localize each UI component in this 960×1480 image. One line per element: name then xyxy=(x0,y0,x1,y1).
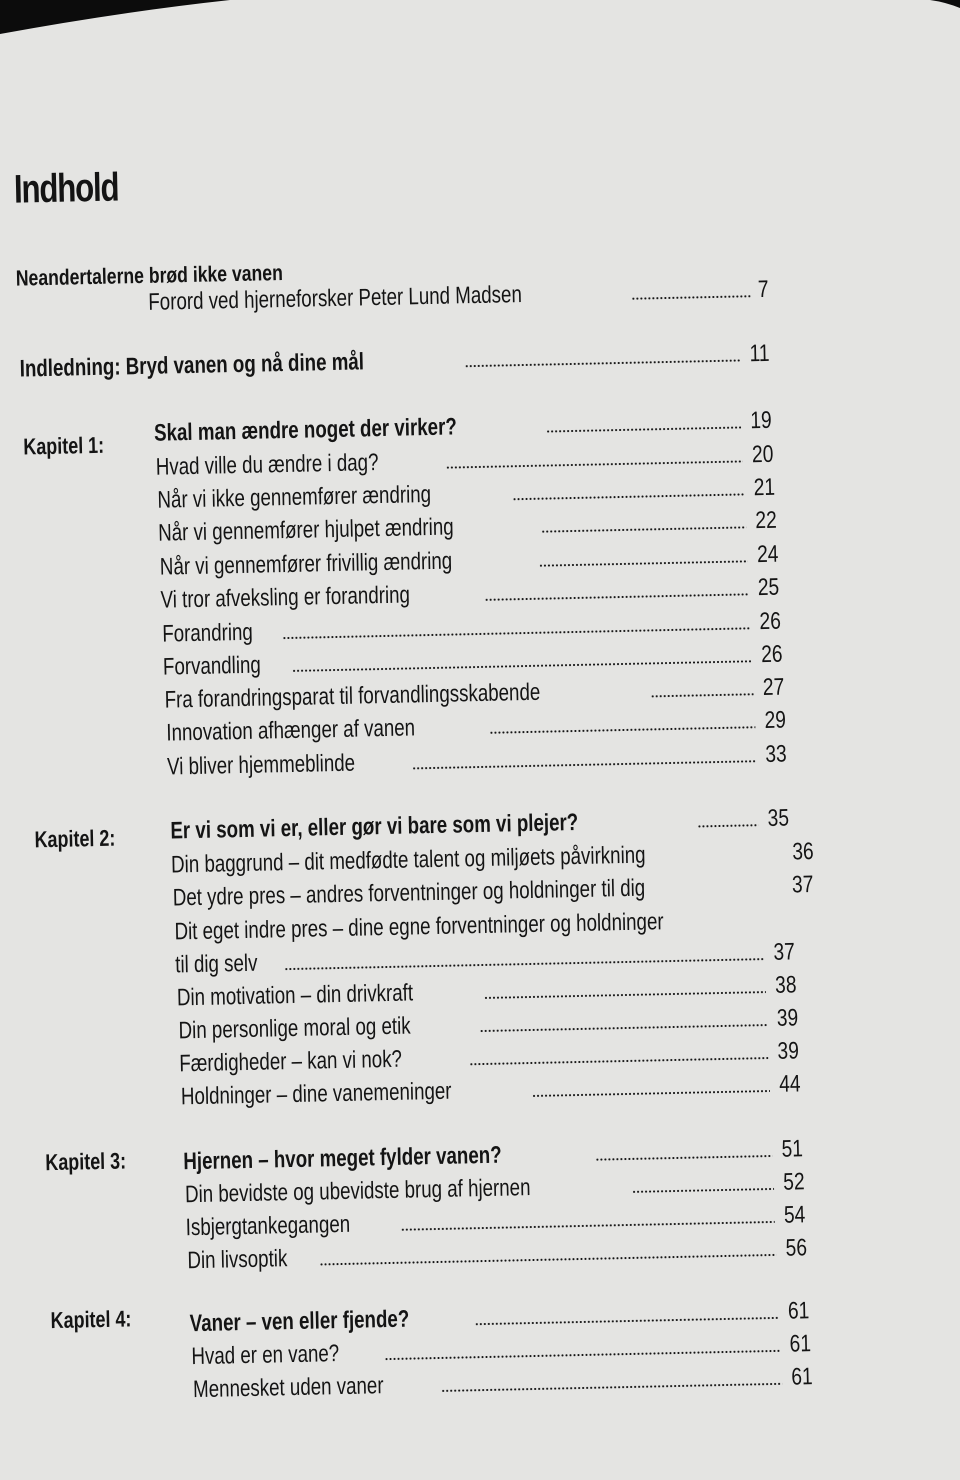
entry-page: 7 xyxy=(757,275,768,305)
entry-title: Fra forandringsparat til forvandlingsskabende xyxy=(164,678,540,716)
leader-dots xyxy=(385,1349,781,1361)
entry-page: 61 xyxy=(790,1329,812,1359)
leader-dots xyxy=(465,358,741,368)
entry-page: 33 xyxy=(765,740,787,770)
entry-page: 44 xyxy=(779,1069,801,1099)
entry-title: Vi tror afveksling er forandring xyxy=(160,580,410,615)
entry-title: Din bevidste og ubevidste brug af hjernen xyxy=(185,1173,531,1210)
leader-dots xyxy=(595,1154,772,1162)
leader-dots xyxy=(484,592,749,602)
entry-title: Vaner – ven eller fjende? xyxy=(189,1305,409,1340)
toc-entry-introduction xyxy=(19,339,769,385)
entry-page: 22 xyxy=(755,506,777,536)
entry-title: Din personlige moral og etik xyxy=(178,1012,411,1047)
entry-page: 27 xyxy=(763,673,785,703)
leader-dots xyxy=(475,1316,779,1326)
entry-title: Hjernen – hvor meget fylder vanen? xyxy=(183,1141,502,1178)
entry-title: Din motivation – din drivkraft xyxy=(177,978,414,1013)
entry-page: 36 xyxy=(792,837,814,867)
leader-dots xyxy=(539,559,749,567)
leader-dots xyxy=(650,692,754,698)
chapter-label-4: Kapitel 4: xyxy=(50,1305,131,1334)
toc-title: Indhold xyxy=(13,165,118,212)
entry-page: 61 xyxy=(791,1362,813,1392)
entry-title: Forord ved hjerneforsker Peter Lund Madsen xyxy=(148,280,522,318)
entry-title: Hvad ville du ændre i dag? xyxy=(155,448,378,483)
leader-dots xyxy=(484,990,767,1000)
chapter-label-3: Kapitel 3: xyxy=(45,1148,126,1177)
chapter-label-2: Kapitel 2: xyxy=(34,825,115,854)
entry-page: 56 xyxy=(786,1233,808,1263)
entry-page: 54 xyxy=(784,1200,806,1230)
entry-title: Vi bliver hjemmeblinde xyxy=(167,749,356,783)
preface-heading: Neandertalerne brød ikke vanen xyxy=(16,260,284,292)
entry-title: Din livsoptik xyxy=(187,1244,287,1276)
leader-dots xyxy=(631,294,751,301)
entry-title: Indledning: Bryd vanen og nå dine mål xyxy=(19,347,364,384)
entry-page: 29 xyxy=(765,706,787,736)
entry-page: 24 xyxy=(757,540,779,570)
entry-page: 26 xyxy=(759,607,781,637)
leader-dots xyxy=(532,1089,770,1098)
leader-dots xyxy=(285,957,765,971)
entry-page: 11 xyxy=(749,339,770,369)
entry-page: 51 xyxy=(782,1134,804,1164)
leader-dots xyxy=(512,492,745,501)
leader-dots xyxy=(412,759,756,770)
entry-title: Din baggrund – dit medfødte talent og miljøets påvirkning xyxy=(171,841,646,881)
entry-page: 35 xyxy=(768,804,790,834)
leader-dots xyxy=(546,425,741,433)
entry-title: Når vi ikke gennemfører ændring xyxy=(157,480,431,516)
entry-title: Holdninger – dine vanemeninger xyxy=(181,1077,452,1113)
entry-page: 39 xyxy=(778,1036,800,1066)
entry-page: 61 xyxy=(788,1296,810,1326)
leader-dots xyxy=(697,823,758,828)
entry-title: Forvandling xyxy=(163,651,261,683)
entry-title: Er vi som vi er, eller gør vi bare som vi plejer? xyxy=(170,808,578,847)
entry-page: 37 xyxy=(773,937,795,967)
leader-dots xyxy=(541,525,746,533)
entry-title: Det ydre pres – andres forventninger og holdninger til dig xyxy=(173,874,646,914)
leader-dots xyxy=(445,459,743,469)
chapter-label-1: Kapitel 1: xyxy=(23,432,104,461)
entry-title: Innovation afhænger af vanen xyxy=(166,713,415,748)
entry-page: 19 xyxy=(750,406,772,436)
entry-title: Skal man ændre noget der virker? xyxy=(154,412,457,448)
leader-dots xyxy=(480,1023,768,1033)
entry-page: 39 xyxy=(777,1003,799,1033)
entry-title: Dit eget indre pres – dine egne forventninger og holdninger xyxy=(174,907,664,947)
entry-page: 20 xyxy=(752,440,774,470)
entry-title: Isbjergtankegangen xyxy=(185,1210,350,1243)
leader-dots xyxy=(292,659,752,673)
entry-page: 52 xyxy=(783,1167,805,1197)
entry-title: Hvad er en vane? xyxy=(191,1339,339,1372)
leader-dots xyxy=(441,1382,782,1393)
entry-title: Forandring xyxy=(162,618,253,650)
leader-dots xyxy=(632,1187,774,1194)
entry-page: 38 xyxy=(775,970,797,1000)
entry-title: Mennesket uden vaner xyxy=(193,1371,384,1405)
entry-page: 37 xyxy=(791,870,813,900)
entry-title: til dig selv xyxy=(175,949,258,981)
entry-title: Når vi gennemfører hjulpet ændring xyxy=(158,513,454,549)
leader-dots xyxy=(469,1056,769,1066)
entry-title: Færdigheder – kan vi nok? xyxy=(179,1045,402,1080)
leader-dots xyxy=(401,1220,775,1232)
leader-dots xyxy=(282,626,750,640)
entry-title: Når vi gennemfører frivillig ændring xyxy=(160,547,453,583)
leader-dots xyxy=(320,1253,777,1267)
entry-page: 25 xyxy=(758,573,780,603)
entry-page: 26 xyxy=(761,640,783,670)
leader-dots xyxy=(489,725,755,735)
entry-page: 21 xyxy=(754,473,776,503)
